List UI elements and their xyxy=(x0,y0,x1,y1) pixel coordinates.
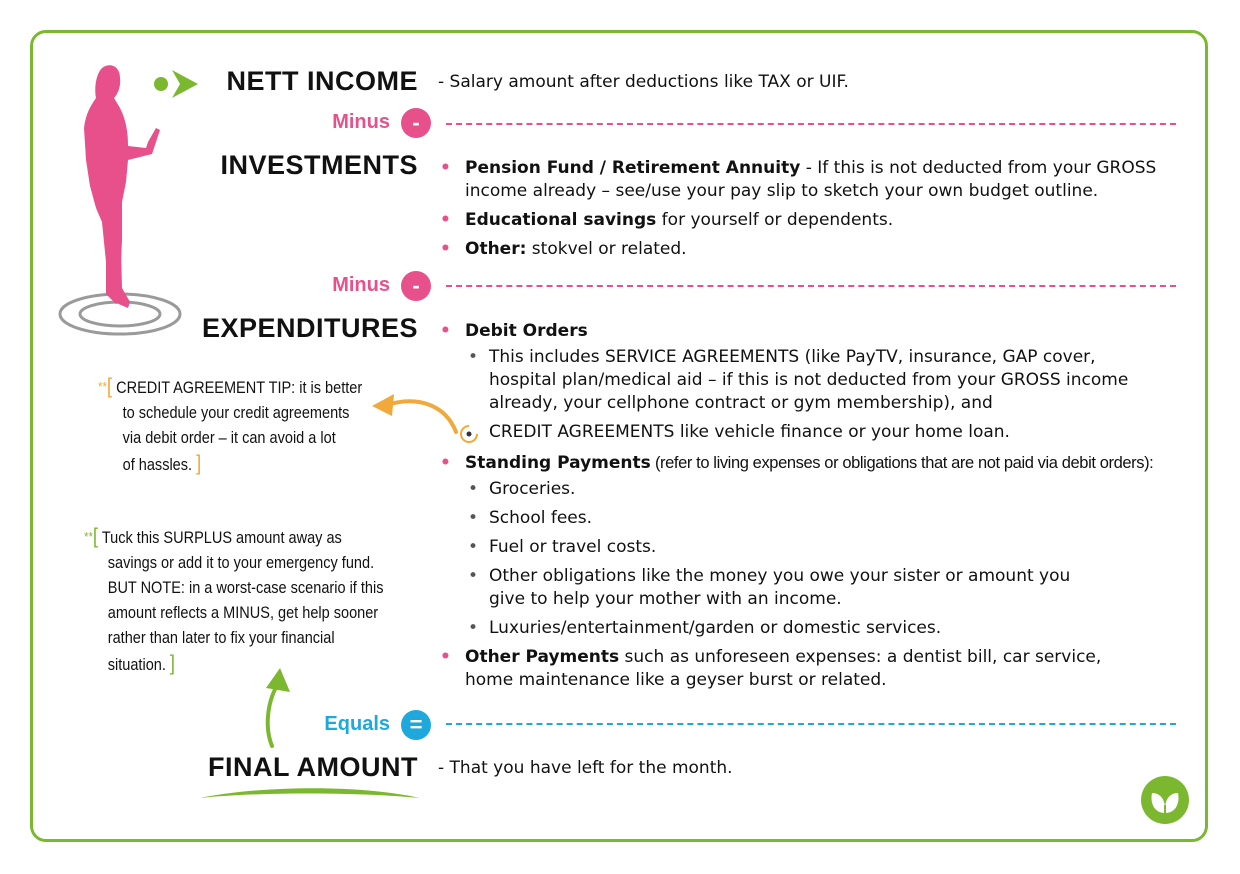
curved-arrow-icon xyxy=(250,664,300,750)
list-item: • Pension Fund / Retirement Annuity - If this is not deducted from your GROSS income already – see/use your pay slip to sketch your own budget outline. xyxy=(440,158,1157,201)
list-item: • Other: stokvel or related. xyxy=(440,239,687,259)
leaf-logo-icon xyxy=(1140,775,1190,825)
woman-laptop-silhouette-icon xyxy=(56,62,186,340)
expenditures-list xyxy=(438,320,1198,698)
equals-icon: = xyxy=(401,710,431,740)
list-item: • Educational savings for yourself or dependents. xyxy=(440,210,894,230)
nett-income-title: NETT INCOME xyxy=(226,66,418,96)
minus-label: Minus xyxy=(332,111,390,133)
list-item: • Fuel or travel costs. xyxy=(468,537,657,557)
list-item: CREDIT AGREEMENTS like vehicle finance or your home loan. xyxy=(465,421,1198,444)
separator-line xyxy=(446,723,1176,725)
list-item: • Other Payments such as unforeseen expenses: a dentist bill, car service, home maintenance like a geyser burst or related. xyxy=(440,647,1102,690)
bullet-arrow-icon xyxy=(152,68,202,100)
surplus-tip: **[ Tuck this SURPLUS amount away as savings or add it to your emergency fund. BUT NOTE: in a worst-case scenario if this amount reflects a MINUS, get help sooner rather than later to fix your financial situation. ] xyxy=(84,525,384,675)
list-item: • Standing Payments (refer to living expenses or obligations that are not paid via debit orders): • Groceries. • School fees. • Fuel or travel costs. • Other obligations like the money you owe your sister or amount you give to help your mother with an income. • Luxuries/entertainment/garden or domestic services. xyxy=(438,452,1198,640)
list-item: • Luxuries/entertainment/garden or domestic services. xyxy=(468,618,942,638)
list-item: • Other obligations like the money you owe your sister or amount you give to help your mother with an income. xyxy=(468,566,1071,609)
nett-income-description: - Salary amount after deductions like TAX or UIF. xyxy=(438,72,849,92)
separator-line xyxy=(446,285,1176,287)
curved-arrow-icon xyxy=(368,388,464,438)
final-amount-title: FINAL AMOUNT xyxy=(208,752,418,782)
expenditures-title: EXPENDITURES xyxy=(201,313,418,343)
minus-icon: - xyxy=(401,108,431,138)
list-item: • This includes SERVICE AGREEMENTS (like PayTV, insurance, GAP cover, hospital plan/medical aid – if this is not deducted from your GROSS income already, your cellphone contract or gym membership), and xyxy=(468,347,1129,413)
underline-swoosh xyxy=(198,782,422,802)
separator-line xyxy=(446,123,1176,125)
investments-title: INVESTMENTS xyxy=(220,150,418,180)
list-item: • Groceries. xyxy=(468,479,576,499)
minus-icon: - xyxy=(401,271,431,301)
credit-agreement-tip: **[ CREDIT AGREEMENT TIP: it is better to schedule your credit agreements via debit order – it can avoid a lot of hassles. ] xyxy=(98,375,363,475)
list-item: • School fees. xyxy=(468,508,593,528)
list-item: • Debit Orders • This includes SERVICE AGREEMENTS (like PayTV, insurance, GAP cover, hospital plan/medical aid – if this is not deducted from your GROSS income already, your cellphone contract or gym membership), and CREDIT AGREEMENTS like vehicle finance or your home loan. xyxy=(438,320,1198,444)
final-amount-description: - That you have left for the month. xyxy=(438,758,733,778)
investments-list xyxy=(438,157,1188,267)
equals-label: Equals xyxy=(324,713,390,735)
minus-label: Minus xyxy=(332,274,390,296)
